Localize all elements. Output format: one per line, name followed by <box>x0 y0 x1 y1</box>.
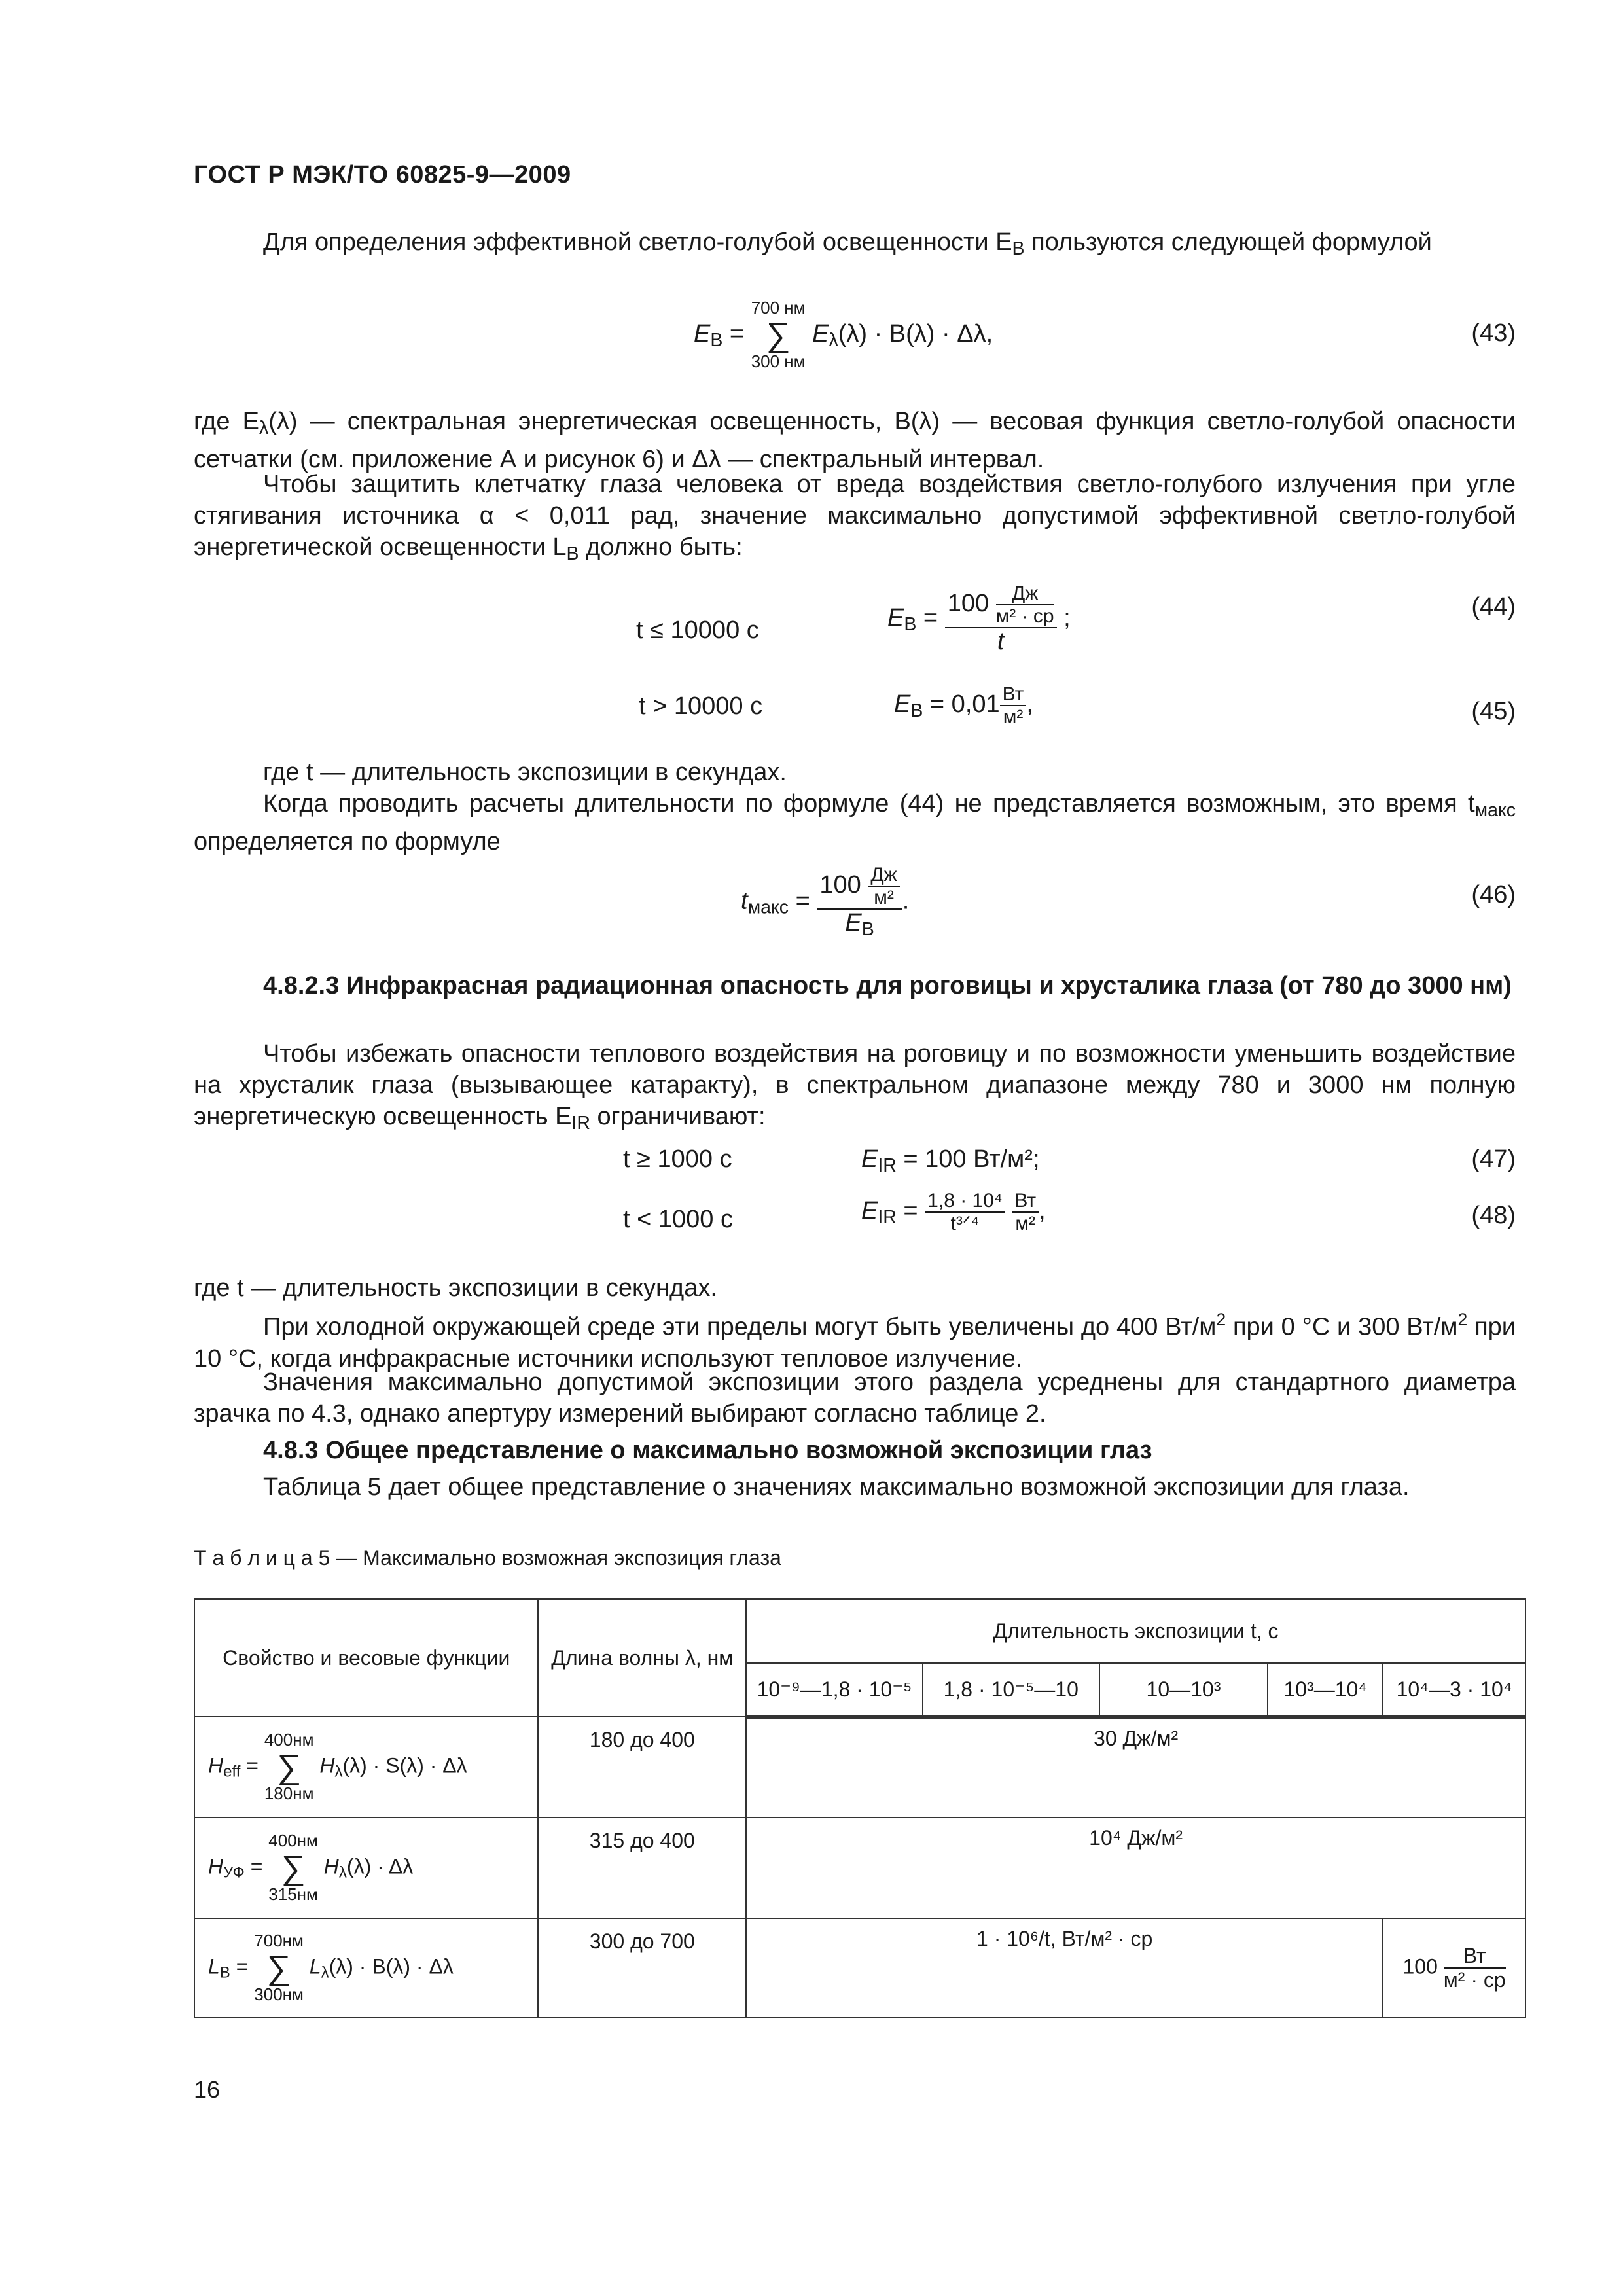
paragraph-averaged-values: Значения максимально допустимой экспозиции этого раздела усреднены для стандартного диаметра зрачка по 4.3, однако апертуру измерений выбирают согласно таблице 2. <box>194 1369 1516 1427</box>
header-property: Свойство и весовые функции <box>194 1599 538 1717</box>
page-number: 16 <box>194 2076 221 2103</box>
paragraph-where-t-2: где t — длительность экспозиции в секундах. <box>194 1274 717 1302</box>
formula-lb: $L_B = 700нм$ ∑ 300нм $L_\lambda(\lambda) \cdot B(\lambda) \cdot \Delta\lambda$ <box>194 1918 538 2018</box>
header-wavelength: Длина волны λ, нм <box>538 1599 746 1717</box>
paragraph-tmax-intro: Когда проводить расчеты длительности по формуле (44) не представляется возможным, это время $t_{макс}$ определяется по формуле <box>194 790 1516 856</box>
equation-number-43: (43) <box>1471 319 1516 347</box>
equation-44-condition: t ≤ 10000 с <box>636 617 759 644</box>
paragraph-cold-environment: При холодной окружающей среде эти пределы могут быть увеличены до 400 $Вт/м^2$ при 0 °С и 300 $Вт/м^2$ при 10 °С, когда инфракрасные источники используют тепловое излучение. <box>194 1310 1516 1372</box>
paragraph-table5-intro: Таблица 5 дает общее представление о значениях максимально возможной экспозиции для глаза. <box>263 1473 1410 1501</box>
equation-45-condition: t > 10000 с <box>639 692 763 720</box>
equation-number-44: (44) <box>1471 593 1516 620</box>
document-header: ГОСТ Р МЭК/ТО 60825-9—2009 <box>194 161 571 188</box>
equation-48: $E_{IR}$ = $\frac{\text{1,8 · 10⁴}}{\text{t³ᐟ⁴}}$ $\frac{Вт}{\text{м²}}$ , <box>861 1190 1046 1234</box>
formula-huf: $H_{УФ} = 400нм$ ∑ 315нм $H_\lambda(\lambda) \cdot \Delta\lambda$ <box>194 1818 538 1918</box>
table-5 <box>194 1598 1526 2018</box>
equation-46: $t_{макс}$ = 100 $\frac{Дж}{\text{м²}}$ $E_B$ . <box>741 864 910 941</box>
wavelength-cell: 315 до 400 <box>538 1818 746 1918</box>
limit-value-cell: 30 Дж/м² <box>746 1717 1525 1818</box>
table-row <box>194 1818 1525 1918</box>
paragraph-intro-eb: Для определения эффективной светло-голубой освещенности $E_B$ пользуются следующей формулой <box>263 228 1432 260</box>
duration-range: 10³—10⁴ <box>1268 1663 1383 1717</box>
limit-value-cell: 10⁴ Дж/м² <box>746 1818 1525 1918</box>
wavelength-cell: 300 до 700 <box>538 1918 746 2018</box>
wavelength-cell: 180 до 400 <box>538 1717 746 1818</box>
equation-number-45: (45) <box>1471 698 1516 725</box>
equation-45: $E_B = 0,01$ $\frac{Вт}{\text{м²}}$ , <box>894 683 1033 728</box>
equation-47-condition: t ≥ 1000 с <box>623 1145 732 1173</box>
equation-number-47: (47) <box>1471 1145 1516 1173</box>
formula-heff: $H_{eff} = 400нм$ ∑ 180нм $H_\lambda(\lambda) \cdot S(\lambda) \cdot \Delta\lambda$ <box>194 1717 538 1818</box>
limit-value-cell-last: 100 $\frac{Вт}{\text{м² · ср}}$ <box>1383 1918 1525 2018</box>
header-duration: Длительность экспозиции t, с <box>746 1599 1525 1663</box>
equation-44: $E_B$ = 100 $\frac{Дж}{\text{м² · ср}}$ t ; <box>887 583 1071 655</box>
equation-48-condition: t < 1000 с <box>623 1206 733 1233</box>
paragraph-protect-retina: Чтобы защитить клетчатку глаза человека от вреда воздействия светло-голубого излучения при угле стягивания источника α < 0,011 рад, значение максимально допустимой эффективной светло-голубой энергетической освещенности $L_B$ должно быть: <box>194 471 1516 565</box>
equation-number-48: (48) <box>1471 1202 1516 1229</box>
equation-number-46: (46) <box>1471 881 1516 908</box>
table-row <box>194 1918 1525 2018</box>
equation-43: $E_B = 700$ нм ∑ 300 нм $E_\lambda(\lambda) \cdot B(\lambda) \cdot \Delta\lambda$, <box>694 298 993 371</box>
duration-range: 10⁴—3 · 10⁴ <box>1383 1663 1525 1717</box>
duration-range: 10—10³ <box>1099 1663 1268 1717</box>
table-row <box>194 1717 1525 1818</box>
limit-value-cell: 1 · 10⁶/t, Вт/м² · ср <box>746 1918 1383 2018</box>
paragraph-where-t-1: где t — длительность экспозиции в секундах. <box>263 759 787 786</box>
section-heading-483: 4.8.3 Общее представление о максимально возможной экспозиции глаз <box>263 1437 1152 1464</box>
section-heading-4823: 4.8.2.3 Инфракрасная радиационная опасность для роговицы и хрусталика глаза (от 780 до 3000 нм) <box>263 972 1512 999</box>
duration-range: 10⁻⁹—1,8 · 10⁻⁵ <box>746 1663 923 1717</box>
table-caption: Т а б л и ц а 5 — Максимально возможная экспозиция глаза <box>194 1546 781 1570</box>
equation-47: $E_{IR} = 100$ Вт/м²; <box>861 1145 1040 1177</box>
paragraph-ir-limit: Чтобы избежать опасности теплового воздействия на роговицу и по возможности уменьшить воздействие на хрусталик глаза (вызывающее катаракту), в спектральном диапазоне между 780 и 3000 нм полную энергетическую освещенность $E_{IR}$ ограничивают: <box>194 1040 1516 1134</box>
duration-range: 1,8 · 10⁻⁵—10 <box>923 1663 1099 1717</box>
paragraph-where-elambda: где $E_\lambda(\lambda)$ — спектральная энергетическая освещенность, B(λ) — весовая функция светло-голубой опасности сетчатки (см. приложение А и рисунок 6) и Δλ — спектральный интервал. <box>194 408 1516 474</box>
